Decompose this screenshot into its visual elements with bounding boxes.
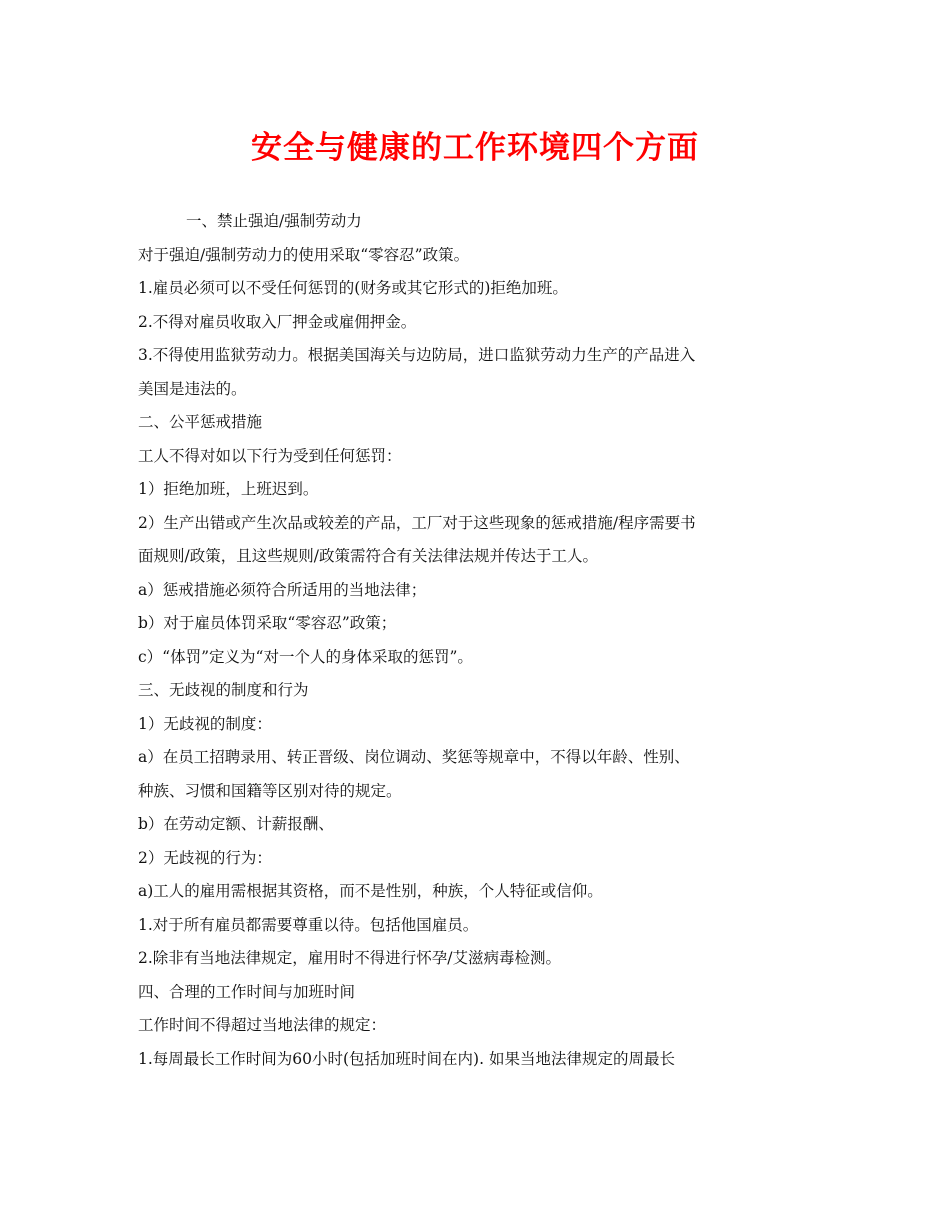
paragraph-line: 工作时间不得超过当地法律的规定： xyxy=(138,1016,387,1034)
paragraph-line: 2.不得对雇员收取入厂押金或雇佣押金。 xyxy=(138,312,417,331)
paragraph-line: 种族、习惯和国籍等区别对待的规定。 xyxy=(138,781,402,800)
paragraph-line: a）惩戒措施必须符合所适用的当地法律； xyxy=(138,580,427,599)
paragraph-line: 1.雇员必须可以不受任何惩罚的(财务或其它形式的)拒绝加班。 xyxy=(138,279,568,297)
paragraph-line: 1.每周最长工作时间为60小时(包括加班时间在内). 如果当地法律规定的周最长 xyxy=(138,1049,675,1068)
paragraph-line: c）“体罚”定义为“对一个人的身体采取的惩罚”。 xyxy=(138,647,473,666)
paragraph-line: 2.除非有当地法律规定，雇用时不得进行怀孕/艾滋病毒检测。 xyxy=(138,949,562,967)
paragraph-line: 3.不得使用监狱劳动力。根据美国海关与边防局，进口监狱劳动力生产的产品进入 xyxy=(138,346,696,364)
paragraph-line: 对于强迫/强制劳动力的使用采取“零容忍”政策。 xyxy=(138,245,470,264)
section-heading-1: 一、禁止强迫/强制劳动力 xyxy=(186,212,362,230)
paragraph-line: 1.对于所有雇员都需要尊重以待。包括他国雇员。 xyxy=(138,915,479,934)
document-title: 安全与健康的工作环境四个方面 xyxy=(251,130,699,166)
paragraph-line: a）在员工招聘录用、转正晋级、岗位调动、奖惩等规章中，不得以年龄、性别、 xyxy=(138,748,690,766)
paragraph-line: b）在劳动定额、计薪报酬、 xyxy=(138,815,334,833)
paragraph-line: b）对于雇员体罚采取“零容忍”政策； xyxy=(138,614,397,632)
document-body xyxy=(138,205,818,1076)
section-heading-4: 四、合理的工作时间与加班时间 xyxy=(138,982,356,1001)
paragraph-line: 2）无歧视的行为： xyxy=(138,848,272,867)
paragraph-line: 工人不得对如以下行为受到任何惩罚： xyxy=(138,446,402,465)
paragraph-line: 1）拒绝加班，上班迟到。 xyxy=(138,480,319,498)
paragraph-line: 面规则/政策，且这些规则/政策需符合有关法律法规并传达于工人。 xyxy=(138,547,598,565)
paragraph-line: 美国是违法的。 xyxy=(138,379,247,398)
paragraph-line: 2）生产出错或产生次品或较差的产品，工厂对于这些现象的惩戒措施/程序需要书 xyxy=(138,513,696,532)
section-heading-3: 三、无歧视的制度和行为 xyxy=(138,681,309,699)
paragraph-line: a)工人的雇用需根据其资格，而不是性别，种族，个人特征或信仰。 xyxy=(138,882,603,900)
section-heading-2: 二、公平惩戒措施 xyxy=(138,413,263,431)
paragraph-line: 1）无歧视的制度： xyxy=(138,714,272,733)
